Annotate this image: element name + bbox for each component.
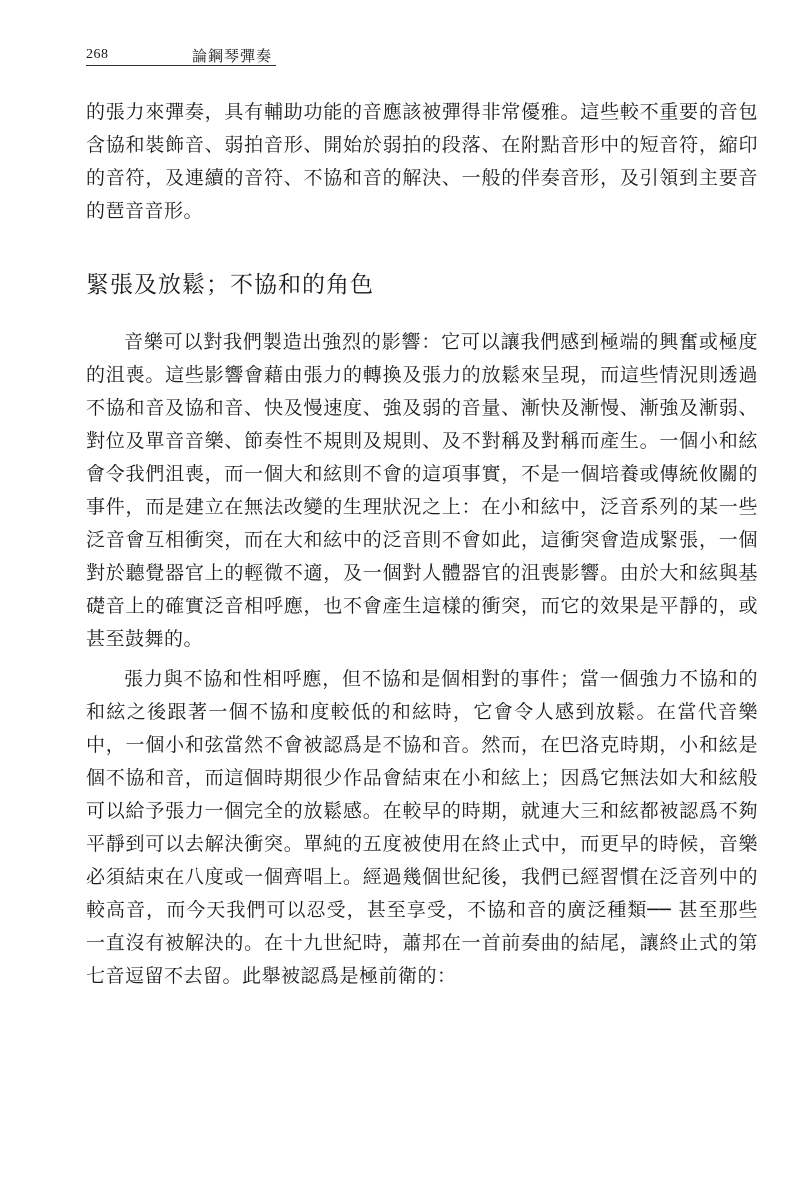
paragraph-text: 音樂可以對我們製造出強烈的影響：它可以讓我們感到極端的興奮或極度的沮喪。這些影響會藉由張力的轉換及張力的放鬆來呈現，而這些情況則透過不協和音及協和音、快及慢速度、強及弱的音量、漸快及漸慢、漸強及漸弱、對位及單音音樂、節奏性不規則及規則、及不對稱及對稱而產生。一個小和絃會令我們沮喪，而一個大和絃則不會的這項事實，不是一個培養或傳統攸關的事件，而是建立在無法改變的生理狀況之上：在小和絃中，泛音系列的某一些泛音會互相衝突，而在大和絃中的泛音則不會如此，這衝突會造成緊張，一個對於聽覺器官上的輕微不適，及一個對人體器官的沮喪影響。由於大和絃與基礎音上的確實泛音相呼應，也不會產生這樣的衝突，而它的效果是平靜的，或甚至鼓舞的。 [86,331,758,650]
section-heading: 緊張及放鬆；不協和的角色 [86,272,374,298]
running-title: 論鋼琴彈奏 [192,47,273,65]
page-number: 268 [86,47,109,62]
running-header [86,44,276,68]
header-rule [86,65,276,66]
paragraph-text: 張力與不協和性相呼應，但不協和是個相對的事件；當一個強力不協和的和絃之後跟著一個不協和度較低的和絃時，它會令人感到放鬆。在當代音樂中，一個小和弦當然不會被認爲是不協和音。然而，在巴洛克時期，小和絃是個不協和音，而這個時期很少作品會結束在小和絃上；因爲它無法如大和絃般可以給予張力一個完全的放鬆感。在較早的時期，就連大三和絃都被認爲不夠平靜到可以去解決衝突。單純的五度被使用在終止式中，而更早的時候，音樂必須結束在八度或一個齊唱上。經過幾個世紀後，我們已經習慣在泛音列中的較高音，而今天我們可以忍受，甚至享受，不協和音的廣泛種類── 甚至那些一直沒有被解決的。在十九世紀時，蕭邦在一首前奏曲的結尾，讓終止式的第七音逗留不去留。此舉被認爲是極前衛的： [86,668,758,987]
paragraph-dissonance [86,663,758,993]
paragraph-continuation [86,96,758,228]
paragraph-tension-release [86,326,758,656]
paragraph-text: 的張力來彈奏，具有輔助功能的音應該被彈得非常優雅。這些較不重要的音包含協和裝飾音、弱拍音形、開始於弱拍的段落、在附點音形中的短音符，縮印的音符，及連續的音符、不協和音的解決、一般的伴奏音形，及引領到主要音的琶音音形。 [86,101,758,222]
